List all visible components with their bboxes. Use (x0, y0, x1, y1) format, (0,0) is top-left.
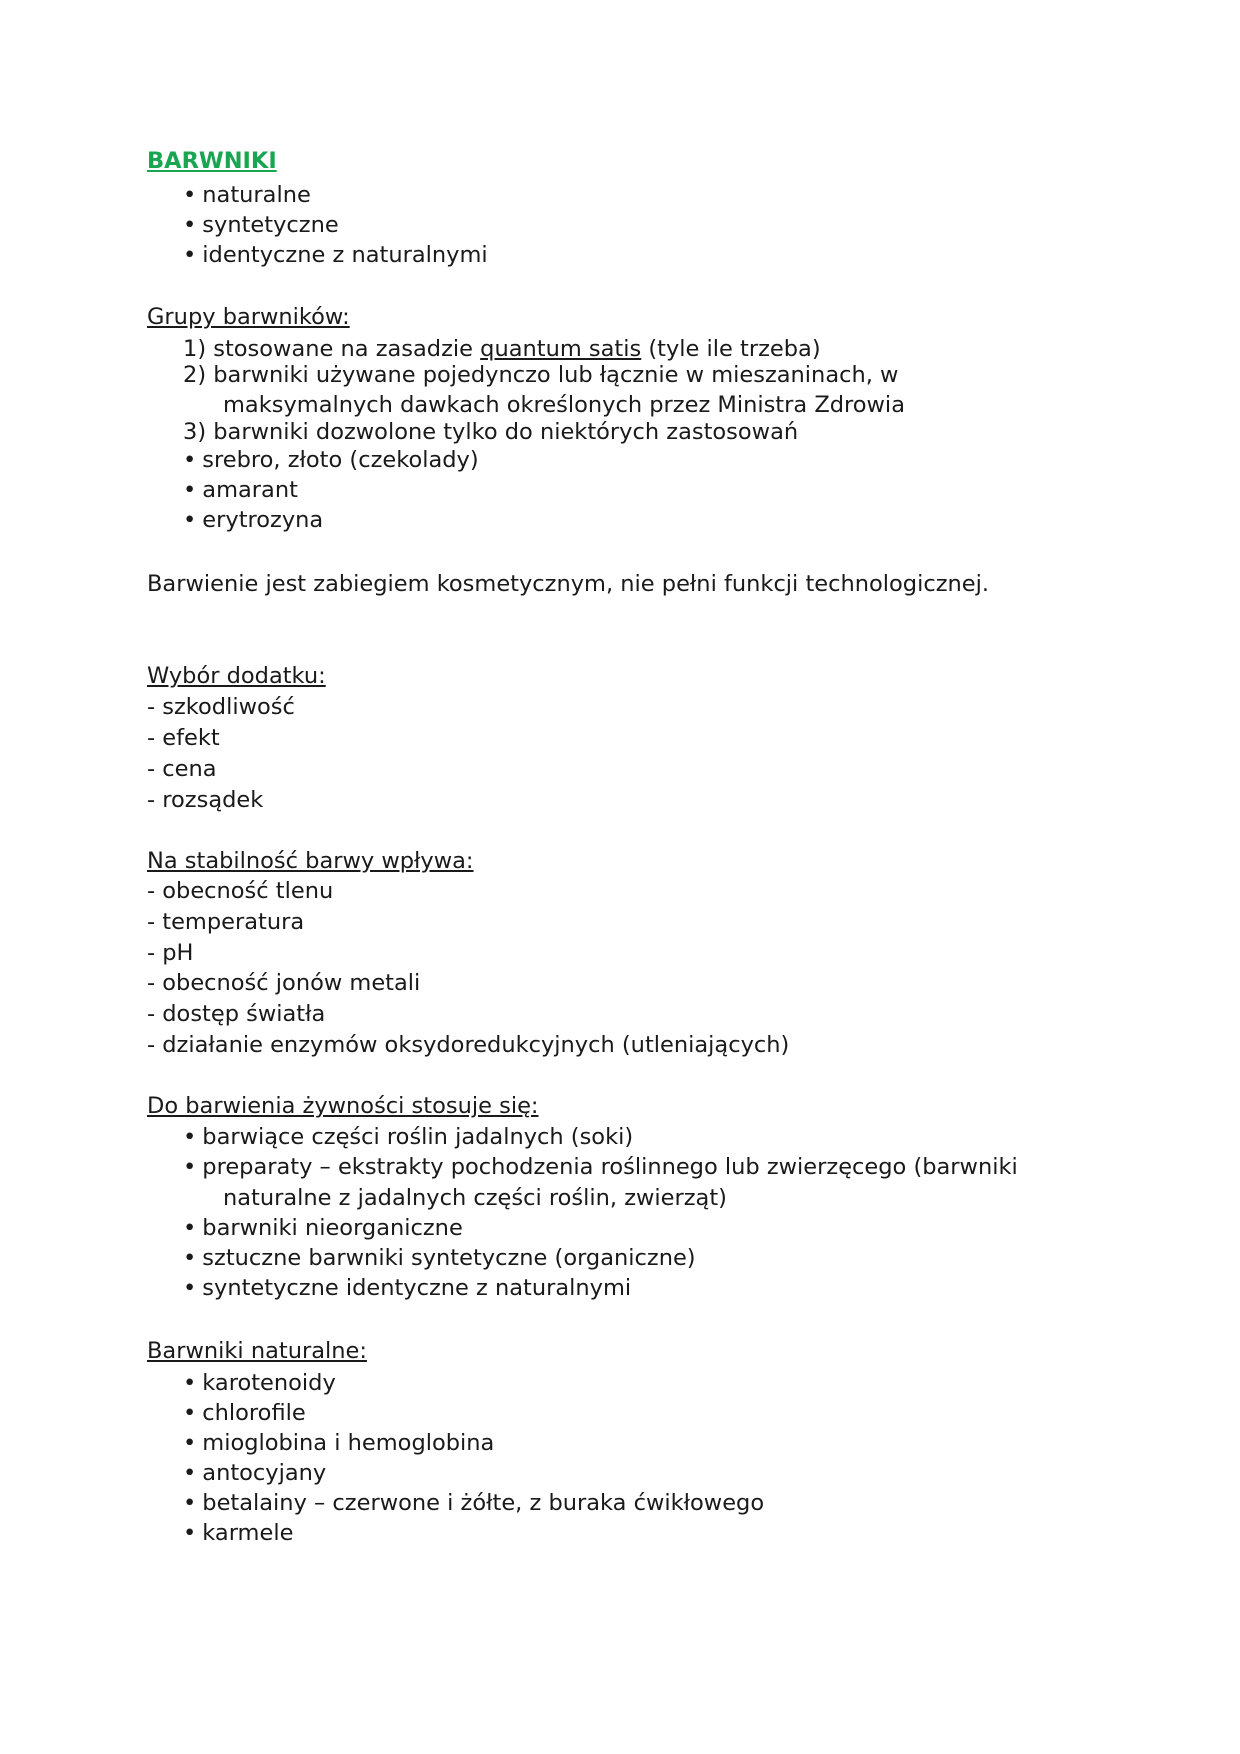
item-text: barwniki dozwolone tylko do niektórych zastosowań (213, 419, 799, 445)
page-title: BARWNIKI (147, 148, 277, 174)
paragraph: Barwienie jest zabiegiem kosmetycznym, nie pełni funkcji technologicznej. (147, 571, 990, 597)
list-item: • betalainy – czerwone i żółte, z buraka ćwikłowego (183, 1489, 764, 1517)
list-item: - działanie enzymów oksydoredukcyjnych (utleniających) (147, 1032, 790, 1058)
list-item: • preparaty – ekstrakty pochodzenia roślinnego lub zwierzęcego (barwniki (183, 1153, 1018, 1181)
list-item: - rozsądek (147, 787, 264, 813)
list-item: - temperatura (147, 909, 305, 935)
list-item: • syntetyczne (183, 211, 339, 239)
list-item: • karotenoidy (183, 1369, 336, 1397)
list-item: - cena (147, 756, 217, 782)
item-continuation: maksymalnych dawkach określonych przez Ministra Zdrowia (223, 392, 905, 418)
item-continuation: naturalne z jadalnych części roślin, zwierząt) (223, 1185, 727, 1211)
list-item: • erytrozyna (183, 506, 323, 534)
list-item: • srebro, złoto (czekolady) (183, 446, 479, 474)
list-item: • naturalne (183, 181, 311, 209)
item-number: 2) (183, 362, 207, 388)
list-item: • syntetyczne identyczne z naturalnymi (183, 1274, 631, 1302)
section-heading-coloring: Do barwienia żywności stosuje się: (147, 1093, 539, 1119)
list-item: - obecność jonów metali (147, 970, 421, 996)
list-item: • barwniki nieorganiczne (183, 1214, 463, 1242)
list-item: • karmele (183, 1519, 293, 1547)
item-text: barwniki używane pojedynczo lub łącznie w mieszaninach, w (213, 362, 899, 388)
item-term: quantum satis (480, 336, 642, 362)
item-number: 3) (183, 419, 207, 445)
section-heading-choice: Wybór dodatku: (147, 663, 326, 689)
item-text: (tyle ile trzeba) (641, 336, 821, 362)
list-item: - pH (147, 940, 194, 966)
section-heading-natural: Barwniki naturalne: (147, 1338, 367, 1364)
item-number: 1) (183, 336, 207, 362)
section-heading-groups: Grupy barwników: (147, 304, 350, 330)
list-item: • antocyjany (183, 1459, 326, 1487)
list-item: • barwiące części roślin jadalnych (soki) (183, 1123, 633, 1151)
numbered-item (183, 335, 821, 363)
list-item: - dostęp światła (147, 1001, 326, 1027)
numbered-item (183, 418, 798, 446)
list-item: - obecność tlenu (147, 878, 334, 904)
list-item: - efekt (147, 725, 220, 751)
list-item: • mioglobina i hemoglobina (183, 1429, 494, 1457)
section-heading-stability: Na stabilność barwy wpływa: (147, 848, 474, 874)
item-text: stosowane na zasadzie (213, 336, 481, 362)
list-item: • amarant (183, 476, 298, 504)
numbered-item (183, 361, 898, 389)
list-item: • chlorofile (183, 1399, 306, 1427)
list-item: • identyczne z naturalnymi (183, 241, 488, 269)
list-item: • sztuczne barwniki syntetyczne (organiczne) (183, 1244, 696, 1272)
list-item: - szkodliwość (147, 694, 295, 720)
